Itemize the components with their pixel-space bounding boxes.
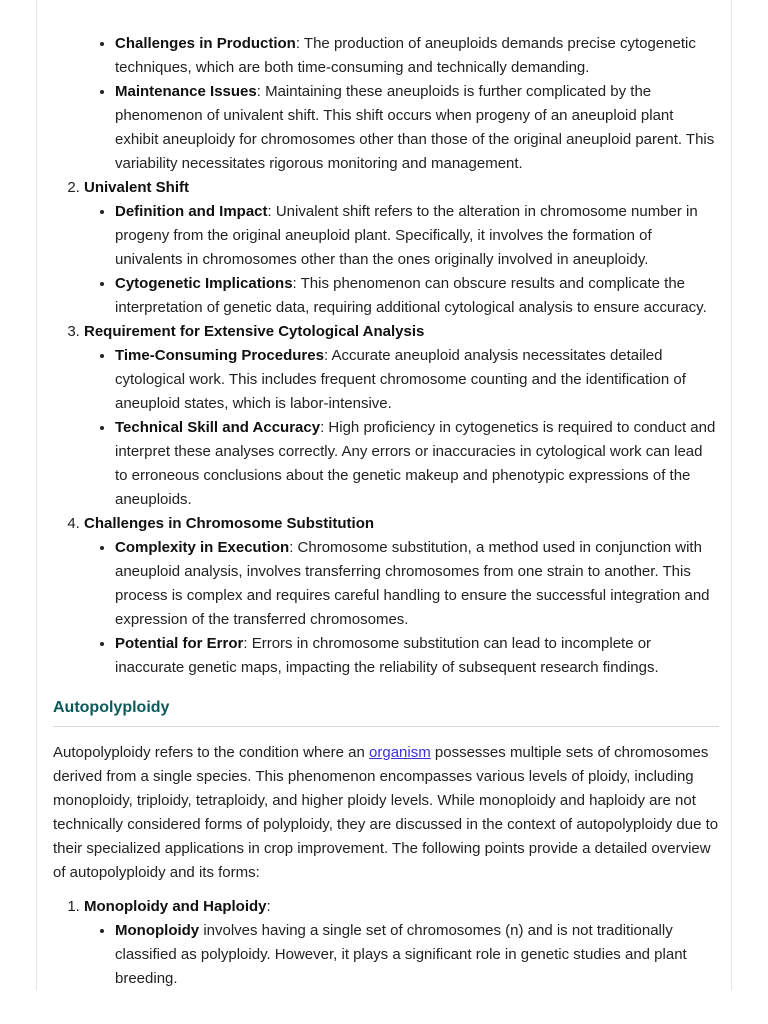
bullet-list (84, 200, 719, 320)
intro-paragraph (53, 741, 719, 885)
bullet-text: : The production of aneuploids demands precise cytogenetic techniques, which are both time-consuming and technically demanding. (115, 35, 696, 76)
bullet-complexity-execution (115, 536, 719, 632)
bullet-label: Complexity in Execution (115, 539, 290, 556)
list-item-continued (84, 32, 719, 176)
list-item-title-suffix: : (266, 898, 271, 915)
bullet-list (84, 919, 719, 991)
bullet-label: Time-Consuming Procedures (115, 347, 324, 364)
section-heading-autopolyploidy: Autopolyploidy (53, 696, 719, 727)
bullet-text: : Accurate aneuploid analysis necessitates detailed cytological work. This includes frequent chromosome counting and the identification of aneuploid states, which is labor-intensive. (115, 347, 686, 412)
bullet-text: : Univalent shift refers to the alteration in chromosome number in progeny from the original aneuploid plant. Specifically, it involves the formation of univalents in chromosomes other than the ones originally involved in aneuploidy. (115, 203, 698, 268)
autopolyploidy-forms-list (53, 895, 719, 991)
bullet-label: Maintenance Issues (115, 83, 257, 100)
bullet-label: Monoploidy (115, 922, 200, 939)
bullet-label: Cytogenetic Implications (115, 275, 293, 292)
bullet-challenges-production (115, 32, 719, 80)
bullet-label: Technical Skill and Accuracy (115, 419, 321, 436)
bullet-list (84, 536, 719, 680)
bullet-label: Potential for Error (115, 635, 244, 652)
intro-text-before-link: Autopolyploidy refers to the condition where an (53, 744, 370, 761)
bullet-technical-skill (115, 416, 719, 512)
bullet-maintenance-issues (115, 80, 719, 176)
organism-link[interactable]: organism (369, 744, 431, 761)
bullet-definition-impact (115, 200, 719, 272)
bullet-text: : Maintaining these aneuploids is further complicated by the phenomenon of univalent shift. This shift occurs when progeny of an aneuploid plant exhibit aneuploidy for chromosomes other than those of the original aneuploid parent. This variability necessitates rigorous monitoring and management. (115, 83, 715, 172)
bullet-potential-error (115, 632, 719, 680)
bullet-text: : High proficiency in cytogenetics is required to conduct and interpret these analyses correctly. Any errors or inaccuracies in cytological work can lead to erroneous conclusions about the genetic makeup and phenotypic expressions of the aneuploids. (115, 419, 716, 508)
bullet-text: involves having a single set of chromosomes (n) and is not traditionally classified as polyploidy. However, it plays a significant role in genetic studies and plant breeding. (115, 922, 687, 987)
article-page (36, 0, 732, 990)
bullet-cytogenetic-implications (115, 272, 719, 320)
list-item-cytological-analysis (84, 320, 719, 512)
limitations-list (53, 32, 719, 680)
article-content (53, 32, 719, 991)
list-item-title: Monoploidy and Haploidy (84, 898, 267, 915)
bullet-text: : Chromosome substitution, a method used in conjunction with aneuploid analysis, involves transferring chromosomes from one strain to another. This process is complex and requires careful handling to ensure the successful integration and expression of the transferred chromosomes. (115, 539, 710, 628)
list-item-title: Univalent Shift (84, 179, 190, 196)
list-item-title: Challenges in Chromosome Substitution (84, 515, 375, 532)
bullet-label: Challenges in Production (115, 35, 296, 52)
list-item-chromosome-substitution (84, 512, 719, 680)
list-item-title: Requirement for Extensive Cytological Analysis (84, 323, 425, 340)
intro-text-after-link: possesses multiple sets of chromosomes derived from a single species. This phenomenon encompasses various levels of ploidy, including monoploidy, triploidy, tetraploidy, and higher ploidy levels. While monoploidy and haploidy are not technically considered forms of polyploidy, they are discussed in the context of autopolyploidy due to their specialized applications in crop improvement. The following points provide a detailed overview of autopolyploidy and its forms: (53, 744, 719, 881)
bullet-text: : Errors in chromosome substitution can lead to incomplete or inaccurate genetic maps, impacting the reliability of subsequent research findings. (115, 635, 659, 676)
list-item-univalent-shift (84, 176, 719, 320)
bullet-label: Definition and Impact (115, 203, 268, 220)
bullet-text: : This phenomenon can obscure results and complicate the interpretation of genetic data, requiring additional cytological analysis to ensure accuracy. (115, 275, 707, 316)
bullet-time-consuming (115, 344, 719, 416)
list-item-monoploidy-haploidy (84, 895, 719, 991)
bullet-monoploidy (115, 919, 719, 991)
bullet-list (84, 32, 719, 176)
bullet-list (84, 344, 719, 512)
